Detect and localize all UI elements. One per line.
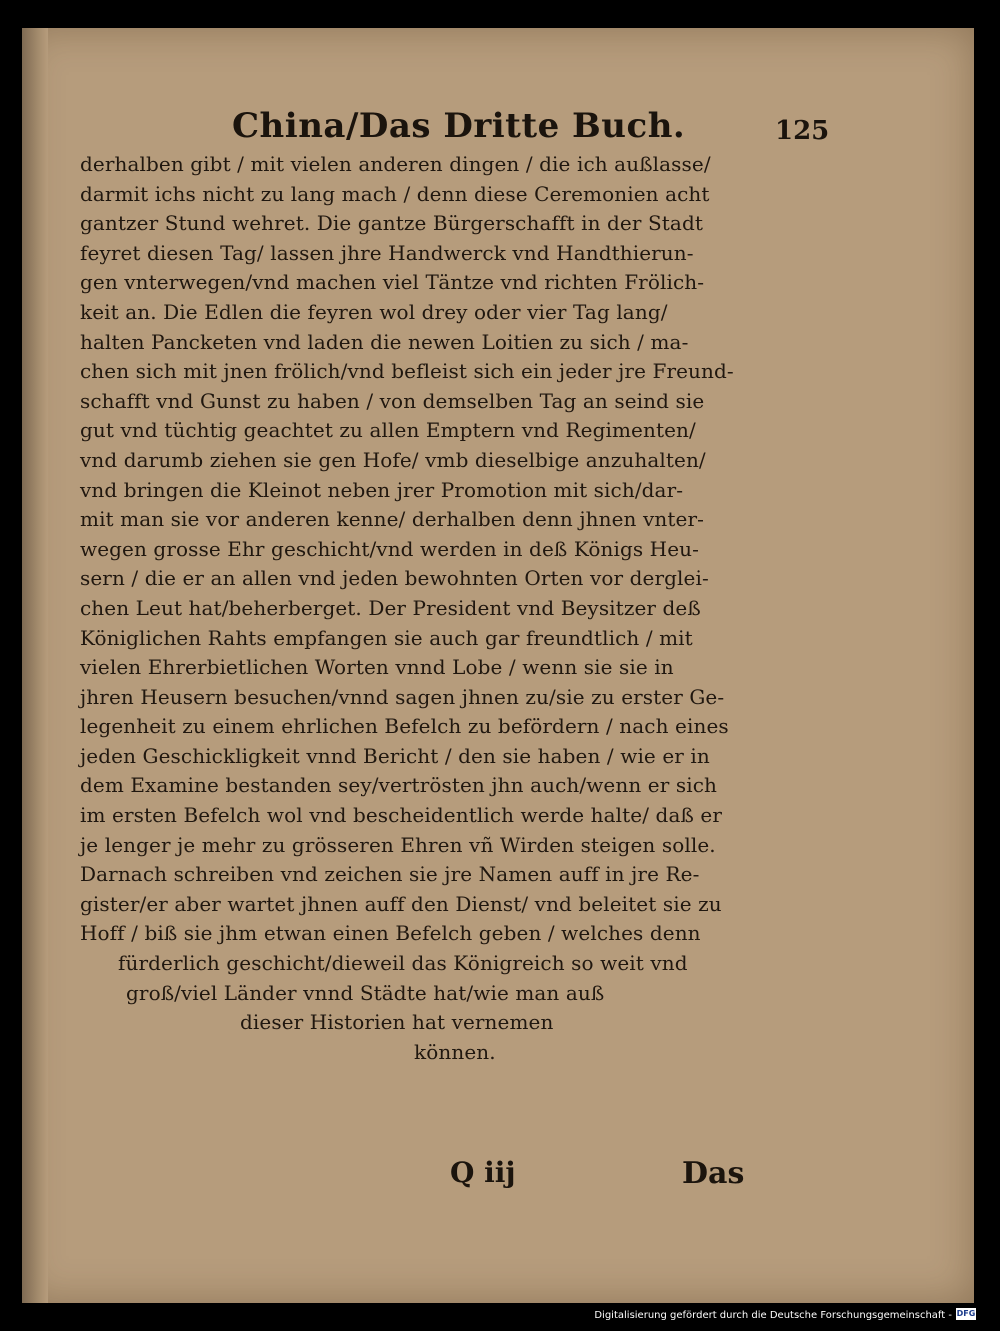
text-line: können. (414, 1039, 496, 1064)
text-line: derhalben gibt / mit vielen anderen dingen / die ich außlasse/ (80, 152, 711, 176)
body-text (80, 150, 810, 1067)
text-line: im ersten Befelch wol vnd bescheidentlich werde halte/ daß er (80, 803, 722, 828)
text-line: feyret diesen Tag/ lassen jhre Handwerck vnd Handthierun- (80, 240, 694, 265)
text-line: vielen Ehrerbietlichen Worten vnnd Lobe / wenn sie sie in (80, 655, 674, 680)
page-number: 125 (775, 116, 830, 146)
text-line: schafft vnd Gunst zu haben / von demselben Tag an seind sie (80, 388, 705, 413)
text-line: je lenger je mehr zu grösseren Ehren vñ Wirden steigen solle. (80, 832, 716, 857)
text-line: gut vnd tüchtig geachtet zu allen Emptern vnd Regimenten/ (80, 418, 696, 443)
text-line: fürderlich geschicht/dieweil das Königreich so weit vnd (118, 951, 688, 976)
text-line: mit man sie vor anderen kenne/ derhalben denn jhnen vnter- (80, 507, 704, 532)
text-line: gantzer Stund wehret. Die gantze Bürgerschafft in der Stadt (80, 211, 703, 236)
catchword: Das (682, 1156, 745, 1191)
text-line: vnd darumb ziehen sie gen Hofe/ vmb dieselbige anzuhalten/ (80, 447, 706, 472)
text-line: jhren Heusern besuchen/vnnd sagen jhnen zu/sie zu erster Ge- (80, 684, 725, 709)
text-line: gister/er aber wartet jhnen auff den Dienst/ vnd beleitet sie zu (80, 891, 722, 916)
text-line: jeden Geschickligkeit vnnd Bericht / den sie haben / wie er in (80, 743, 710, 768)
text-line: Königlichen Rahts empfangen sie auch gar freundtlich / mit (80, 625, 693, 650)
text-line: gen vnterwegen/vnd machen viel Täntze vnd richten Frölich- (80, 270, 705, 295)
text-line: Darnach schreiben vnd zeichen sie jre Namen auff in jre Re- (80, 862, 700, 887)
book-page (22, 28, 974, 1303)
text-line: chen Leut hat/beherberget. Der President vnd Beysitzer deß (80, 595, 701, 620)
dfg-logo: DFG (956, 1309, 976, 1318)
digitization-credit: Digitalisierung gefördert durch die Deutsche Forschungsgemeinschaft - (594, 1310, 952, 1321)
text-line: dem Examine bestanden sey/vertrösten jhn auch/wenn er sich (80, 773, 717, 798)
text-line: wegen grosse Ehr geschicht/vnd werden in deß Königs Heu- (80, 536, 699, 561)
text-line: dieser Historien hat vernemen (240, 1010, 554, 1035)
signature-mark: Q iij (450, 1156, 516, 1189)
text-line: keit an. Die Edlen die feyren wol drey oder vier Tag lang/ (80, 299, 668, 324)
text-line: halten Pancketen vnd laden die newen Loitien zu sich / ma- (80, 329, 689, 354)
running-title: China/Das Dritte Buch. (232, 106, 686, 146)
text-line: vnd bringen die Kleinot neben jrer Promotion mit sich/dar- (80, 477, 684, 502)
text-line: darmit ichs nicht zu lang mach / denn diese Ceremonien acht (80, 181, 710, 206)
text-line: sern / die er an allen vnd jeden bewohnten Orten vor derglei- (80, 566, 709, 591)
page-gutter (22, 28, 48, 1303)
text-line: chen sich mit jnen frölich/vnd befleist sich ein jeder jre Freund- (80, 359, 734, 384)
text-line: Hoff / biß sie jhm etwan einen Befelch geben / welches denn (80, 921, 701, 946)
text-line: legenheit zu einem ehrlichen Befelch zu befördern / nach eines (80, 714, 729, 739)
text-line: groß/viel Länder vnnd Städte hat/wie man auß (126, 980, 605, 1005)
